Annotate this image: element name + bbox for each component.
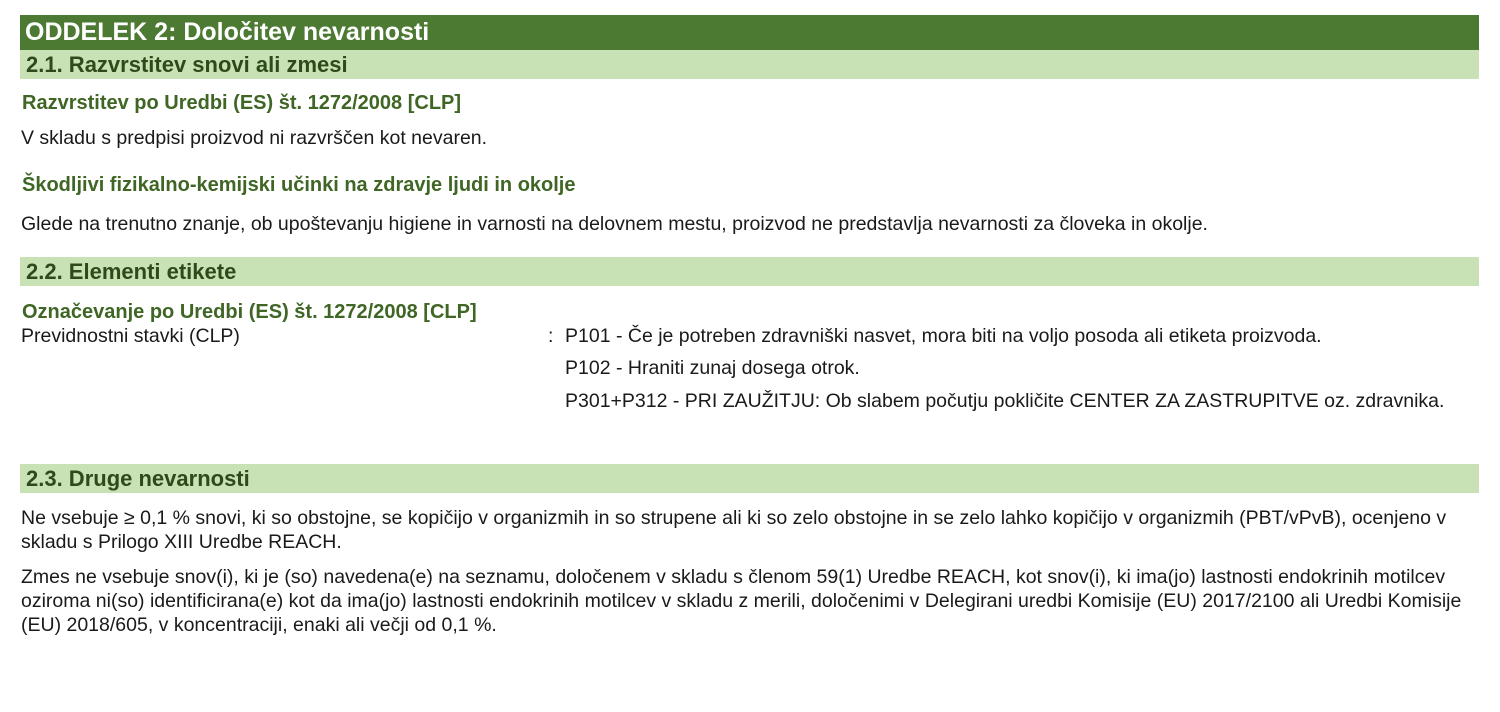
statement-p102: P102 - Hraniti zunaj dosega otrok. bbox=[565, 357, 860, 379]
separator-colon: : bbox=[548, 325, 554, 347]
endocrine-disruptor-text: Zmes ne vsebuje snov(i), ki je (so) navedena(e) na seznamu, določenem v skladu s členom 59(1) Uredbe REACH, kot snov(i), ki ima(jo) lastnosti endokrinih motilcev oziroma ni(so) identificirana(e) kot da ima(jo) lastnosti endokrinih motilcev v skladu z merili, določenimi v Delegirani uredbi Komisije (EU) 2017/2100 ali Uredbi Komisije (EU) 2018/605, v koncentraciji, enaki ali večji od 0,1 %. bbox=[21, 566, 1462, 636]
classification-text: V skladu s predpisi proizvod ni razvrščen kot nevaren. bbox=[21, 127, 488, 149]
classification-title: Razvrstitev po Uredbi (ES) št. 1272/2008 [CLP] bbox=[22, 92, 462, 114]
precautionary-statements-list bbox=[565, 324, 1475, 413]
sds-section-2 bbox=[20, 15, 1479, 637]
subsection-2-1-heading: 2.1. Razvrstitev snovi ali zmesi bbox=[20, 50, 1479, 79]
effects-title: Škodljivi fizikalno-kemijski učinki na zdravje ljudi in okolje bbox=[22, 174, 576, 196]
pbt-vpvb-text: Ne vsebuje ≥ 0,1 % snovi, ki so obstojne, se kopičijo v organizmih in so strupene ali ki so zelo obstojne in se zelo lahko kopičijo v organizmih (PBT/vPvB), ocenjeno v skladu s Prilogo XIII Uredbe REACH. bbox=[21, 507, 1447, 553]
section-title: ODDELEK 2: Določitev nevarnosti bbox=[20, 15, 1479, 50]
subsection-2-2-heading: 2.2. Elementi etikete bbox=[20, 257, 1479, 286]
statement-p301-p312: P301+P312 - PRI ZAUŽITJU: Ob slabem počutju pokličite CENTER ZA ZASTRUPITVE oz. zdravnika. bbox=[565, 390, 1445, 412]
precautionary-statements-row bbox=[20, 324, 1479, 456]
subsection-2-3-heading: 2.3. Druge nevarnosti bbox=[20, 464, 1479, 493]
labelling-title: Označevanje po Uredbi (ES) št. 1272/2008 [CLP] bbox=[22, 301, 477, 323]
statement-p101: P101 - Če je potreben zdravniški nasvet, mora biti na voljo posoda ali etiketa proizvoda. bbox=[565, 325, 1322, 347]
precaution-label: Previdnostni stavki (CLP) bbox=[21, 325, 240, 347]
effects-text: Glede na trenutno znanje, ob upoštevanju higiene in varnosti na delovnem mestu, proizvod ne predstavlja nevarnosti za človeka in okolje. bbox=[21, 213, 1208, 235]
